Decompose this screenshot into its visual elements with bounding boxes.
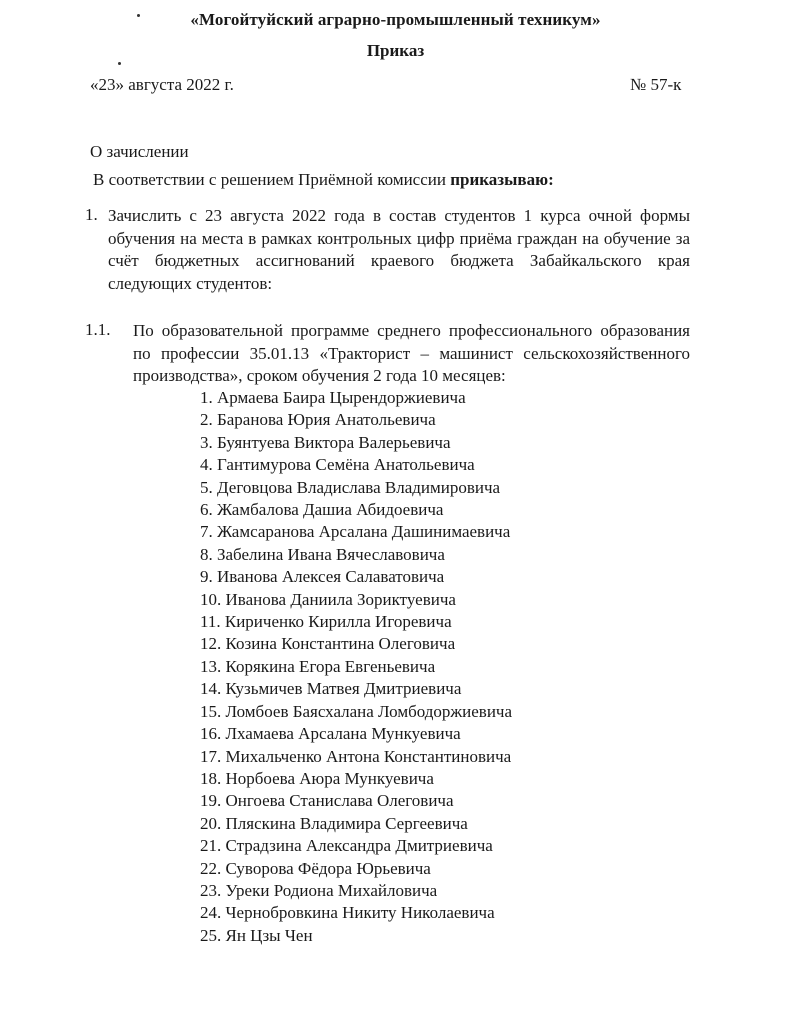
- student-entry: 10. Иванова Даниила Зориктуевича: [200, 589, 456, 609]
- order-date: «23» августа 2022 г.: [90, 75, 234, 94]
- student-entry: 5. Деговцова Владислава Владимировича: [200, 477, 501, 497]
- student-entry: 4. Гантимурова Семёна Анатольевича: [200, 455, 475, 475]
- student-entry: 1. Армаева Баира Цырендоржиевича: [200, 388, 466, 407]
- organization-name: «Могойтуйский аграрно-промышленный техникум»: [190, 10, 601, 29]
- preamble-text: В соответствии с решением Приёмной комиссии: [93, 170, 451, 189]
- student-entry: 22. Суворова Фёдора Юрьевича: [200, 858, 431, 878]
- student-entry: 24. Чернобровкина Никиту Николаевича: [200, 903, 495, 923]
- item-1-1-text: По образовательной программе среднего профессионального образования по профессии 35.01.13 «Тракторист – машинист сельскохозяйственного производства», сроком обучения 2 года 10 месяцев:: [133, 321, 690, 385]
- student-entry: 12. Козина Константина Олеговича: [200, 634, 456, 654]
- student-entry: 8. Забелина Ивана Вячеславовича: [200, 544, 445, 564]
- student-entry: 11. Кириченко Кирилла Игоревича: [200, 612, 452, 632]
- student-entry: 16. Лхамаева Арсалана Мункуевича: [200, 724, 461, 744]
- student-entry: 3. Буянтуева Виктора Валерьевича: [200, 432, 451, 452]
- preamble: [93, 170, 554, 190]
- student-entry: 19. Онгоева Станислава Олеговича: [200, 791, 454, 811]
- item-1-number: 1.: [85, 205, 98, 224]
- student-entry: 9. Иванова Алексея Салаватовича: [200, 567, 445, 587]
- student-entry: 17. Михальченко Антона Константиновича: [200, 746, 512, 766]
- document-title: Приказ: [366, 41, 425, 60]
- order-subject: О зачислении: [90, 142, 189, 161]
- student-entry: 13. Корякина Егора Евгеньевича: [200, 656, 436, 676]
- student-entry: 7. Жамсаранова Арсалана Дашинимаевича: [200, 522, 511, 542]
- item-1-text: Зачислить с 23 августа 2022 года в состав студентов 1 курса очной формы обучения на места в рамках контрольных цифр приёма граждан на обучение за счёт бюджетных ассигнований краевого бюджета Забайкальского края следующих студентов:: [108, 206, 690, 293]
- scan-speck: [118, 62, 121, 65]
- student-entry: 25. Ян Цзы Чен: [200, 925, 313, 945]
- student-entry: 23. Уреки Родиона Михайловича: [200, 880, 438, 900]
- order-number: № 57-к: [630, 75, 682, 94]
- preamble-emphasis: приказываю:: [450, 170, 554, 189]
- item-1-1-number: 1.1.: [85, 320, 111, 339]
- student-entry: 6. Жамбалова Дашиа Абидоевича: [200, 500, 444, 520]
- student-entry: 15. Ломбоев Баясхалана Ломбодоржиевича: [200, 701, 513, 721]
- student-list: [200, 387, 512, 947]
- student-entry: 21. Страдзина Александра Дмитриевича: [200, 836, 493, 856]
- student-entry: 2. Баранова Юрия Анатольевича: [200, 410, 436, 430]
- student-entry: 20. Пляскина Владимира Сергеевича: [200, 813, 468, 833]
- student-entry: 14. Кузьмичев Матвея Дмитриевича: [200, 679, 462, 699]
- student-entry: 18. Норбоева Аюра Мункуевича: [200, 768, 434, 788]
